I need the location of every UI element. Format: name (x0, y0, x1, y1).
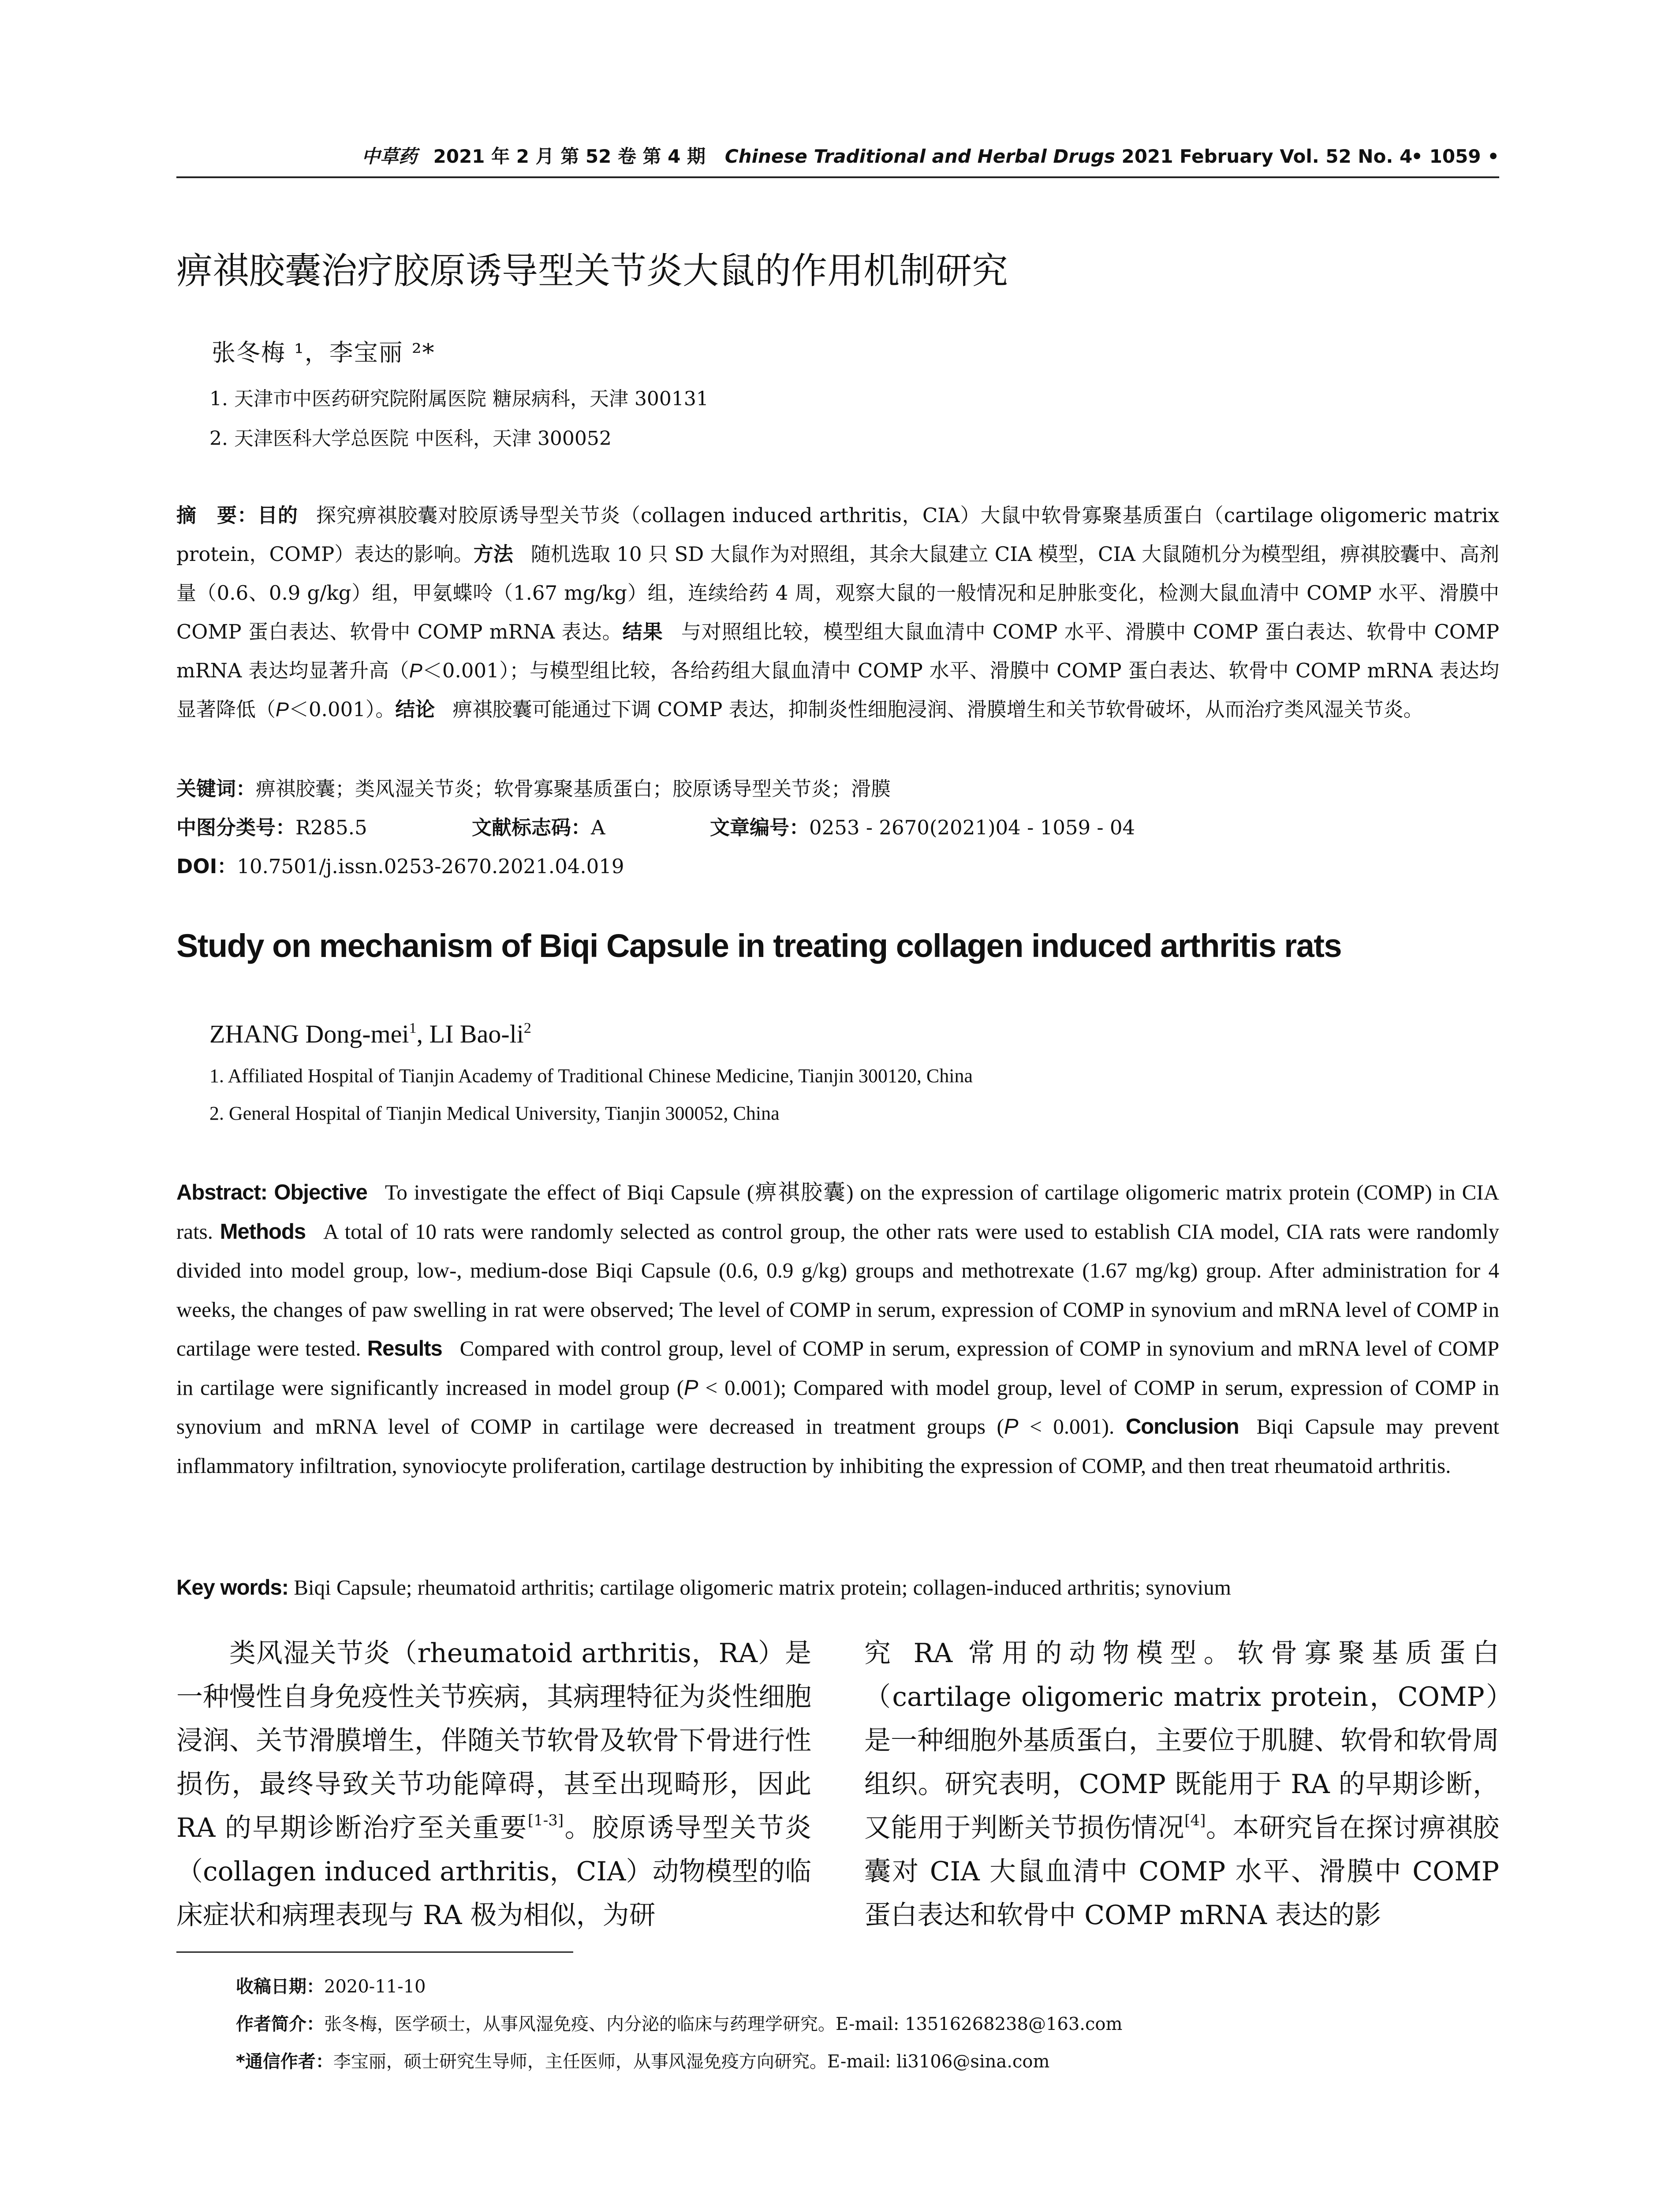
methods-text-en: A total of 10 rats were randomly selected as control group, the other rats were used to establish CIA model, CIA rats were randomly divided into model group, low-, medium-dose Biqi Capsule (0.6, 0.9 g/kg) groups and methotrexate (1.67 mg/kg) group. After administration for 4 weeks, the changes of paw swelling in rat were observed; The level of COMP in serum, expression of COMP in synovium and mRNA level of COMP in cartilage were tested. (176, 1219, 1499, 1360)
doi (176, 847, 1499, 886)
journal-name-cn: 中草药 (362, 146, 418, 167)
running-header (176, 143, 1499, 170)
p-value-symbol: P (1004, 1415, 1019, 1439)
abstract-label-cn: 摘 要： (176, 504, 258, 527)
citation-mark[interactable]: [4] (1184, 1812, 1206, 1829)
received-value: 2020-11-10 (324, 1977, 426, 1997)
clc-label: 中图分类号： (176, 816, 296, 839)
p-value-symbol: P (276, 698, 289, 721)
authors-en (209, 1017, 531, 1052)
page-number: • 1059 • (1411, 146, 1499, 167)
author-bio-label: 作者简介： (236, 2014, 324, 2034)
author-separator: , (416, 1020, 429, 1048)
clc-number (176, 816, 367, 839)
running-header-citation (362, 143, 1412, 170)
doi-label: DOI： (176, 855, 237, 878)
article-number-value: 0253 - 2670(2021)04 - 1059 - 04 (809, 816, 1135, 839)
body-text: 类风湿关节炎（rheumatoid arthritis，RA）是一种慢性自身免疫性关节疾病，其病理特征为炎性细胞浸润、关节滑膜增生，伴随关节软骨及软骨下骨进行性损伤，最终导致关节功能障碍，甚至出现畸形，因此 RA 的早期诊断治疗至关重要 (176, 1638, 811, 1843)
results-text-cn-1: 与对照组比较，模型组大鼠血清中 COMP 水平、滑膜中 COMP 蛋白表达、软骨中 COMP mRNA 表达均显著升高（ (176, 620, 1499, 682)
author-2-affiliation-mark: 2 (523, 1020, 531, 1036)
article-title-en: Study on mechanism of Biqi Capsule in treating collagen induced arthritis rats (176, 927, 1342, 964)
doi-value: 10.7501/j.issn.0253-2670.2021.04.019 (237, 855, 624, 878)
document-code (472, 808, 605, 847)
objective-text-en: To investigate the effect of Biqi Capsule (痹祺胶囊) on the expression of cartilage oligomeric matrix protein (COMP) in CIA rats. (176, 1180, 1499, 1244)
results-label-en: Results (367, 1337, 442, 1360)
issue-info-en: 2021 February Vol. 52 No. 4 (1121, 146, 1413, 167)
document-code-label: 文献标志码： (472, 816, 591, 839)
body-column-left (176, 1632, 811, 1937)
keywords-text-en: Biqi Capsule; rheumatoid arthritis; cartilage oligomeric matrix protein; collagen-induced arthritis; synovium (294, 1575, 1231, 1600)
clc-value: R285.5 (295, 816, 367, 839)
keywords-text-cn: 痹祺胶囊；类风湿关节炎；软骨寡聚基质蛋白；胶原诱导型关节炎；滑膜 (256, 777, 891, 800)
corresponding-text: 李宝丽，硕士研究生导师，主任医师，从事风湿免疫方向研究。E-mail: li3106@sina.com (333, 2052, 1050, 2072)
objective-label-cn: 目的 (258, 504, 299, 527)
methods-label-en: Methods (220, 1219, 306, 1244)
affiliation-cn-2: 2. 天津医科大学总医院 中医科，天津 300052 (209, 427, 612, 450)
body-paragraph (864, 1632, 1499, 1937)
footnote-author-bio (236, 2011, 1122, 2037)
body-paragraph (176, 1632, 811, 1937)
article-number (710, 808, 1135, 847)
affiliation-en-1: 1. Affiliated Hospital of Tianjin Academy of Traditional Chinese Medicine, Tianjin 300120, China (209, 1065, 973, 1087)
journal-name-en: Chinese Traditional and Herbal Drugs (724, 146, 1115, 167)
results-label-cn: 结果 (622, 620, 663, 643)
affiliation-cn-1: 1. 天津市中医药研究院附属医院 糖尿病科，天津 300131 (209, 388, 709, 410)
citation-mark[interactable]: [1-3] (527, 1812, 564, 1829)
keywords-cn (176, 770, 1499, 808)
footnote-received-date (236, 1973, 426, 2000)
results-text-cn-2: ＜0.001）；与模型组比较，各给药组大鼠血清中 COMP 水平、滑膜中 COMP 蛋白表达、软骨中 COMP mRNA 表达均显著降低（ (176, 659, 1499, 721)
footnote-corresponding-author (236, 2048, 1049, 2075)
corresponding-label: *通信作者： (236, 2052, 333, 2072)
results-text-cn-3: ＜0.001）。 (289, 698, 396, 721)
header-rule (176, 176, 1499, 178)
keywords-en (176, 1570, 1499, 1605)
results-text-en-1: Compared with control group, level of COMP in serum, expression of COMP in synovium and mRNA level of COMP in cartilage were significantly increased in model group ( (176, 1336, 1499, 1400)
classification-row (176, 808, 1499, 847)
results-text-en-2: < 0.001); Compared with model group, level of COMP in serum, expression of COMP in synovium and mRNA level of COMP in cartilage were decreased in treatment groups ( (176, 1375, 1499, 1439)
keywords-label-en: Key words: (176, 1576, 289, 1600)
p-value-symbol: P (683, 1375, 698, 1400)
author-1-name: ZHANG Dong-mei (209, 1020, 409, 1048)
body-column-right (864, 1632, 1499, 1937)
body-text: 究 RA 常用的动物模型。软骨寡聚基质蛋白（cartilage oligomeric matrix protein，COMP）是一种细胞外基质蛋白，主要位于肌腱、软骨和软骨周组织。研究表明，COMP 既能用于 RA 的早期诊断，又能用于判断关节损伤情况 (864, 1638, 1499, 1843)
conclusion-text-en: Biqi Capsule may prevent inflammatory infiltration, synoviocyte proliferation, cartilage destruction by inhibiting the expression of COMP, and then treat rheumatoid arthritis. (176, 1414, 1499, 1478)
footnote-rule (176, 1951, 573, 1953)
keywords-label-cn: 关键词： (176, 777, 256, 800)
article-number-label: 文章编号： (710, 816, 810, 839)
objective-text-cn: 探究痹祺胶囊对胶原诱导型关节炎（collagen induced arthritis，CIA）大鼠中软骨寡聚基质蛋白（cartilage oligomeric matrix protein，COMP）表达的影响。 (176, 504, 1499, 566)
results-text-en-3: < 0.001). (1018, 1414, 1115, 1439)
authors-cn: 张冬梅 ¹，李宝丽 ²* (212, 339, 435, 366)
abstract-label-en: Abstract: Objective (176, 1181, 367, 1204)
author-bio-text: 张冬梅，医学硕士，从事风湿免疫、内分泌的临床与药理学研究。E-mail: 13516268238@163.com (324, 2014, 1123, 2034)
issue-info-cn: 2021 年 2 月 第 52 卷 第 4 期 (433, 146, 706, 167)
author-1-affiliation-mark: 1 (409, 1020, 417, 1036)
article-title-cn: 痹祺胶囊治疗胶原诱导型关节炎大鼠的作用机制研究 (176, 250, 1008, 292)
author-2-name: LI Bao-li (429, 1020, 524, 1048)
abstract-cn (176, 496, 1499, 729)
body-text: 。胶原诱导型关节炎（collagen induced arthritis，CIA）动物模型的临床症状和病理表现与 RA 极为相似，为研 (176, 1813, 812, 1931)
affiliation-en-2: 2. General Hospital of Tianjin Medical University, Tianjin 300052, China (209, 1102, 780, 1124)
conclusion-label-cn: 结论 (395, 698, 435, 721)
methods-text-cn: 随机选取 10 只 SD 大鼠作为对照组，其余大鼠建立 CIA 模型，CIA 大鼠随机分为模型组，痹祺胶囊中、高剂量（0.6、0.9 g/kg）组，甲氨蝶呤（1.67 mg/kg）组，连续给药 4 周，观察大鼠的一般情况和足肿胀变化，检测大鼠血清中 COMP 水平、滑膜中 COMP 蛋白表达、软骨中 COMP mRNA 表达。 (176, 542, 1499, 643)
document-code-value: A (591, 816, 605, 839)
received-label: 收稿日期： (236, 1977, 324, 1997)
methods-label-cn: 方法 (473, 542, 513, 566)
conclusion-text-cn: 痹祺胶囊可能通过下调 COMP 表达，抑制炎性细胞浸润、滑膜增生和关节软骨破坏，从而治疗类风湿关节炎。 (452, 698, 1423, 721)
p-value-symbol: P (409, 659, 422, 682)
body-text: 。本研究旨在探讨痹祺胶囊对 CIA 大鼠血清中 COMP 水平、滑膜中 COMP 蛋白表达和软骨中 COMP mRNA 表达的影 (864, 1813, 1500, 1931)
conclusion-label-en: Conclusion (1125, 1415, 1239, 1439)
abstract-en (176, 1173, 1499, 1485)
